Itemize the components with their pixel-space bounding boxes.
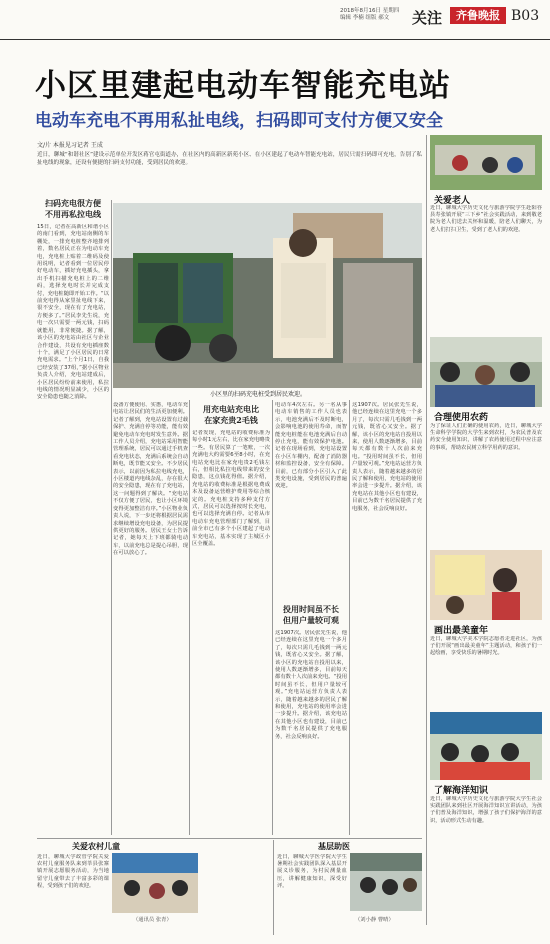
sidebar-photo-3 [430, 550, 542, 620]
bottom-text-2: 近日，聊城大学医学院大学生暑期社会实践团队深入基层开展义诊服务，为村民测量血压，讲解健康知识，深受好评。 [277, 854, 347, 889]
sidebar-photo-2 [430, 337, 542, 407]
byline: 文/片 本报见习记者 王成 [37, 142, 103, 149]
sidebar-text-1: 近日，聊城大学历史文化与旅游学院学生赴阳谷县寿张镇开展“三下乡”社会实践活动，来到敬老院为老人们送去关怀和温暖，陪老人们聊天，为老人们打扫卫生，受到了老人们的欢迎。 [430, 205, 542, 233]
sidebar-text-3: 近日，聊城大学美术学院志愿者走进社区，为孩子们开展“画出最美童年”主题活动，和孩子们一起绘画，享受快乐的暑期时光。 [430, 636, 542, 657]
sidebar-text-4: 近日，聊城大学历史文化与旅游学院大学生社会实践团队来到社区开展海洋知识宣讲活动，为孩子们普及海洋知识，增强了孩子们保护海洋的意识，活动形式生动有趣。 [430, 796, 542, 824]
article-column-4b: 这1907次。居民张先生说，他已经连续在这里充电一个多月了，每次只需几毛钱到一两元钱，既省心又安全。据了解，该小区的充电站自投用以来，使用人数逐渐增多，目前每天都有数十人次前来充电。“投用时间虽不长，但用户量较可观。”充电站运营方负责人表示，随着越来越多的居民了解和使用，充电站的使用率会进一步提升。据介绍，该充电站在其他小区也有建设，目前已为数千名居民提供了充电服务，社会反响良好。 [275, 630, 347, 740]
article-column-4: 电动车4次左右。另一名从事电动车销售的工作人员也表示，电池充满后不及时断电，会影响电池的使用寿命，而智能充电桩能在电池充满后自动停止充电，能有效保护电池。记者在现场看到，充电站设置在小区车棚内，配备了消防器材和监控设备，安全有保障。目前，已有部分小区引入了此类充电设施，受到居民的普遍欢迎。 [275, 402, 347, 490]
sidebar-photo-1 [430, 135, 542, 190]
article-column-3: 记者发现，充电站的收费标准为每小时1元左右，比在家充电略贵一些。有居民算了一笔账，一次充满电大约需要6至8小时，在充电站充电比在家充电贵2毛钱左右，但相比私拉电线带来的安全隐患，这点钱花得值。据介绍，充电站的收费标准是根据电费成本及设备运营维护费用等综合核定的。充电桩支持多种支付方式，居民可以选择按时长充电，也可以选择充满自停。记者从市电动车充电管理部门了解到，目前全市已有多个小区建起了电动车充电站，基本实现了主城区小区全覆盖。 [192, 430, 270, 548]
bottom-photo-1 [112, 853, 198, 913]
section-heading-1: 扫码充电很方便 不用再私拉电线 [45, 198, 101, 219]
section-label: 关注 [412, 9, 443, 27]
bottom-title-1: 关爱农村儿童 [72, 841, 120, 851]
bottom-title-2: 基层助医 [318, 841, 350, 851]
lead-paragraph: 近日，聊城“和谐社区”建设示范单位开发区蒋官屯街道办，在社区内的高新区新苑小区、在小区建起了电动车智能充电站，居民只需扫码即可充电，告别了私扯电线的现象，还设有便捷的扫码支付功能，受到居民的欢迎。 [37, 152, 422, 166]
bottom-text-1: 近日，聊城大学政管学院关爱农村儿童服务队来到莘县张寨镇开展志愿服务活动，为当地留守儿童带去了丰富多彩的课程，受到孩子们的欢迎。 [37, 854, 109, 889]
article-column-2: 设备方便使用、实惠，电动车充电站让居民们的生活更加便利。记者了解到，充电站设置有过载保护、充满自停等功能，能有效避免电动车充电时发生意外。据工作人员介绍，充电站采用智能管理系统，居民可以通过手机查看充电状态，充满后系统会自动断电，既节能又安全。不少居民表示，以前因为私拉电线充电，小区楼道内电线杂乱，存在很大的安全隐患，现在有了充电站，这一问题得到了解决。“充电站不仅方便了居民，也让小区环境变得更加整洁有序。”小区物业负责人说，下一步还将根据居民需求继续增设充电设备，为居民提供更好的服务。居民王女士告诉记者，她每天上下班都骑电动车，以前充电总是提心吊胆，现在可以放心了。 [113, 402, 188, 557]
main-photo-caption: 小区里的扫码充电桩受到居民欢迎。 [210, 391, 307, 398]
page-header [0, 0, 550, 40]
page-number: B03 [511, 8, 540, 24]
sidebar-title-2: 合理使用农药 [434, 413, 489, 423]
sidebar-text-2: 为了保证人们正确的使用农药，近日，聊城大学生命科学学院的大学生来到农村，为农民普及农药安全使用知识，讲解了农药使用过程中应注意的事项，帮助农民树立科学用药的意识。 [430, 423, 542, 451]
subheadline: 电动车充电不再用私扯电线，扫码即可支付方便又安全 [35, 111, 443, 131]
sidebar-photo-4 [430, 712, 542, 780]
newspaper-logo: 齐鲁晚报 [450, 7, 506, 24]
sidebar-title-1: 关爱老人 [434, 196, 471, 206]
article-column-1: 15日，记者在高新区和谐小区的南门看到，充电站南侧的车棚处，一排充电桩整齐地排列着，数名居民正在为电动车充电，充电桩上贴着二维码及使用说明，记者看到一位居民停好电动车，插好充电插头，拿出手机扫描充电桩上的二维码，选择充电时长并完成支付，充电桩随即开始工作。“以前充电得从家里扯电线下来，很不安全，现在有了充电站，方便多了。”居民李先生说，充电一次只需要一两元钱，扫码就能用，非常便捷。据了解，该小区的充电站由社区与企业合作建设，共设有充电插座数十个，满足了小区居民的日常充电需求。“上个月1日，自我已经安装了37组，”据小区物业负责人介绍，充电站建成后，小区居民纷纷前来使用，私拉电线的情况明显减少，小区的安全隐患也随之消除。 [37, 224, 109, 401]
section-heading-3: 投用时间虽不长 但用户量较可观 [283, 604, 339, 625]
headline: 小区里建起电动车智能充电站 [35, 68, 451, 104]
sidebar-title-3: 画出最美童年 [434, 626, 489, 636]
main-photo [113, 203, 422, 388]
bottom-text-1b [200, 854, 272, 934]
article-column-5: 这1907次。居民张先生说，他已经连续在这里充电一个多月了，每次只需几毛钱到一两元钱，既省心又安全。据了解，该小区的充电站自投用以来，使用人数逐渐增多，目前每天都有数十人次前来充电。“投用时间虽不长，但用户量较可观。”充电站运营方负责人表示，随着越来越多的居民了解和使用，充电站的使用率会进一步提升。据介绍，该充电站在其他小区也有建设，目前已为数千名居民提供了充电服务，社会反响良好。 [352, 402, 422, 512]
bottom-credit-1: （通讯员 张青） [133, 917, 172, 923]
section-heading-2: 用充电站充电比 在家充贵2毛钱 [203, 404, 259, 425]
issue-date: 2018年8月16日 星期四 编辑 李楠 组版 郝文 [340, 8, 400, 21]
sidebar-title-4: 了解海洋知识 [434, 786, 489, 796]
bottom-photo-2 [350, 853, 422, 911]
bottom-credit-2: （刘小静 曹晴） [355, 917, 394, 923]
